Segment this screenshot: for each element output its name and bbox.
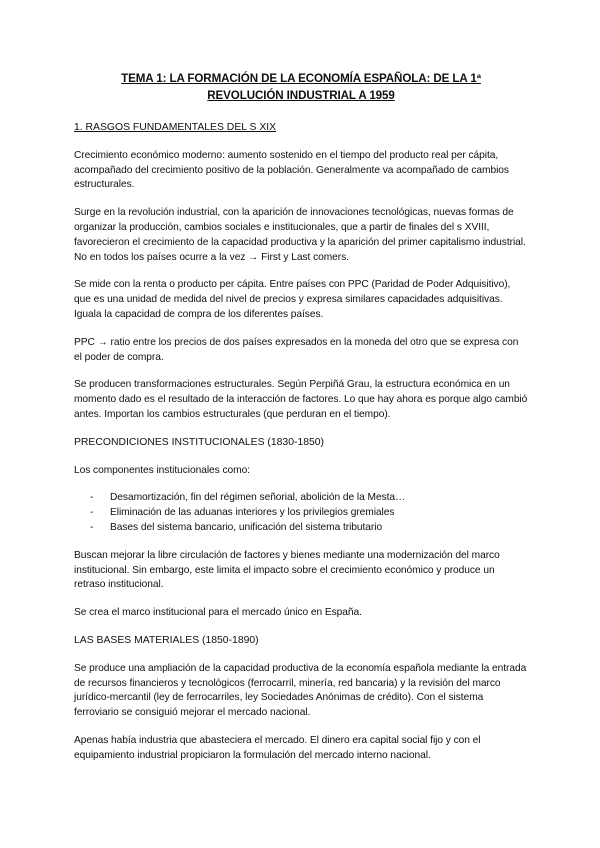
bullet-dash: - [90,492,94,504]
list-item-text: Eliminación de las aduanas interiores y los privilegios gremiales [110,507,395,519]
paragraph: Crecimiento económico moderno: aumento sostenido en el tiempo del producto real per cápita, acompañado del crecimiento positivo de la población. Generalmente va acompañado de cambios estructurales. [74,149,509,191]
paragraph: Se crea el marco institucional para el mercado único en España. [74,607,362,619]
paragraph: Surge en la revolución industrial, con la aparición de innovaciones tecnológicas, nuevas formas de organizar la producción, cambios sociales e institucionales, que a partir de finales del s XVIII, favorecieron el crecimiento de la capacidad productiva y la aparición del primer capitalismo industrial. No en todos los países ocurre a la vez → First y Last comers. [74,207,526,263]
subheading-bases-materiales: LAS BASES MATERIALES (1850-1890) [74,634,259,646]
list-item [74,521,528,536]
document-title [74,70,528,104]
paragraph: Se produce una ampliación de la capacidad productiva de la economía española mediante la entrada de recursos financieros y tecnológicos (ferrocarril, minería, red bancaria) y la revisión del marco jurídico-mercantil (ley de ferrocarriles, ley Sociedades Anónimas de crédito). Con el sistema ferroviario se consiguió mejorar el mercado nacional. [74,662,527,719]
paragraph: Apenas había industria que abasteciera el mercado. El dinero era capital social fijo y con el equipamiento industrial propiciaron la formulación del mercado interno nacional. [74,734,481,761]
list-item [74,506,528,521]
paragraph: Buscan mejorar la libre circulación de factores y bienes mediante una modernización del marco institucional. Sin embargo, este limita el impacto sobre el crecimiento económico y produce un retraso institucional. [74,549,500,591]
bullet-dash: - [90,521,94,533]
paragraph: Se producen transformaciones estructurales. Según Perpiñá Grau, la estructura económica en un momento dado es el resultado de la interacción de factores. Lo que hay ahora es porque algo cambió antes. Importan los cambios estructurales (que perduran en el tiempo). [74,379,528,420]
list-item [74,491,528,506]
subheading-precondiciones: PRECONDICIONES INSTITUCIONALES (1830-1850) [74,436,325,448]
title-line-1: TEMA 1: LA FORMACIÓN DE LA ECONOMÍA ESPAÑOLA: DE LA 1ª [121,72,481,85]
list-item-text: Bases del sistema bancario, unificación del sistema tributario [110,521,383,533]
document-page [74,70,528,777]
bullet-dash: - [90,507,94,519]
section-heading: 1. RASGOS FUNDAMENTALES DEL S XIX [74,122,277,133]
bullet-list [74,491,528,535]
title-line-2: REVOLUCIÓN INDUSTRIAL A 1959 [207,89,395,102]
paragraph: PPC → ratio entre los precios de dos países expresados en la moneda del otro que se expresa con el poder de compra. [74,336,519,363]
paragraph: Los componentes institucionales como: [74,464,250,476]
paragraph: Se mide con la renta o producto per cápita. Entre países con PPC (Paridad de Poder Adquisitivo), que es una unidad de medida del nivel de precios y expresa similares capacidades adquisitivas. Iguala la capacidad de compra de los diferentes países. [74,279,511,320]
list-item-text: Desamortización, fin del régimen señorial, abolición de la Mesta… [110,492,406,504]
